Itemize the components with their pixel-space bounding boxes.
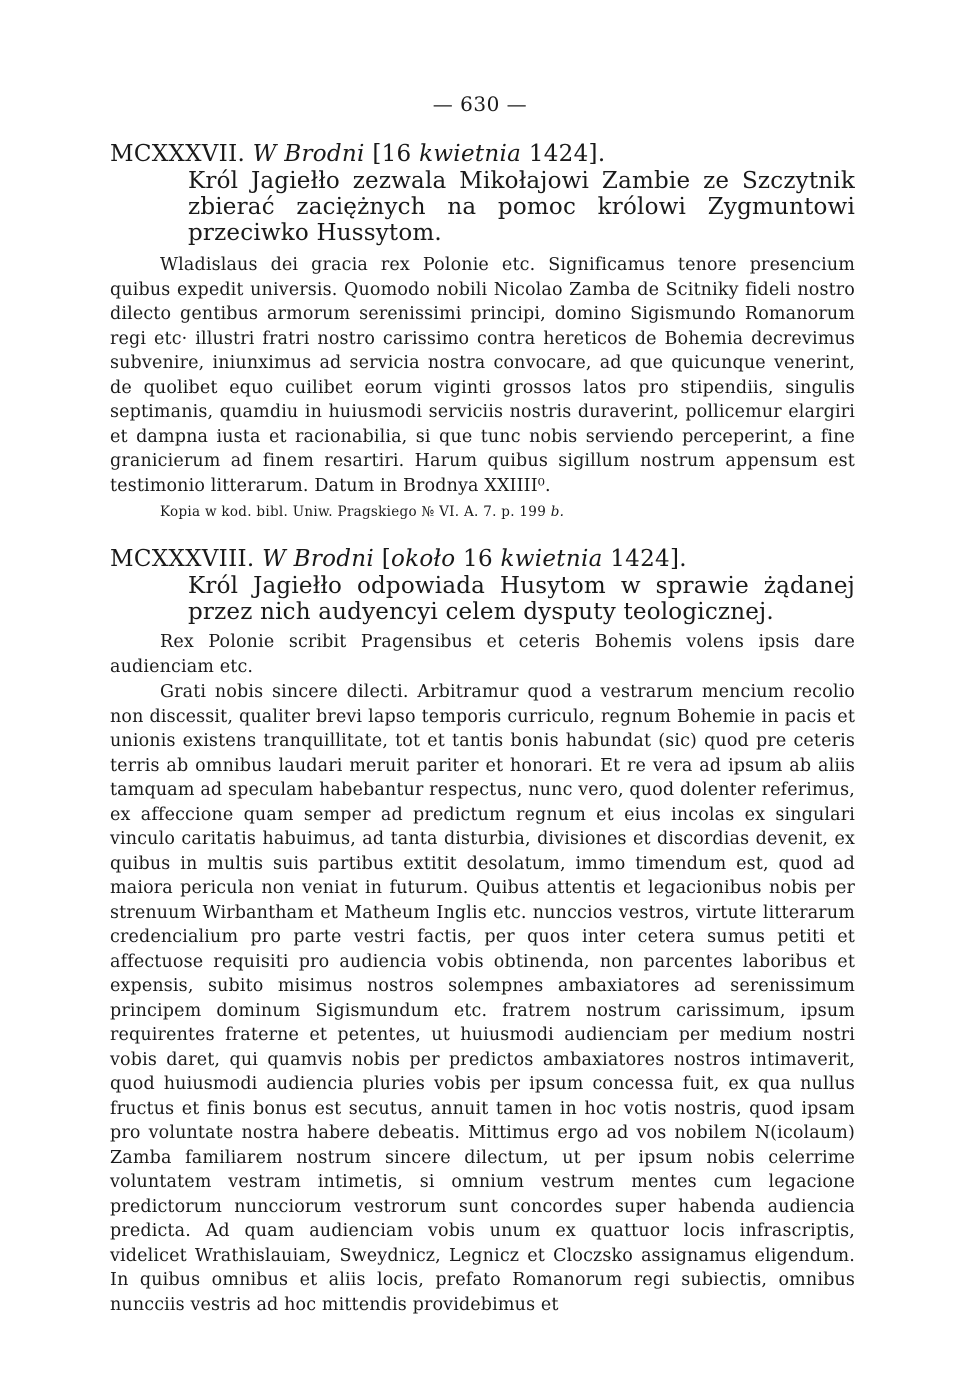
document-1-source-folio: b.	[550, 504, 565, 520]
document-1-source	[160, 503, 905, 521]
document-1-date-open: [16	[372, 141, 420, 167]
document-1-summary: Król Jagiełło zezwala Mikołajowi Zambie ze Szczytnik zbierać zaciężnych na pomoc królowi Zygmuntowi przeciwko Hussytom.	[188, 168, 855, 246]
document-2-date-close: 1424].	[602, 546, 687, 572]
document-2-date-month: kwietnia	[500, 546, 603, 572]
document-2-heading	[110, 545, 855, 625]
document-2-intro: Rex Polonie scribit Pragensibus et ceteris Bohemis volens ipsis dare audienciam etc.	[110, 632, 855, 677]
document-1-title	[110, 140, 855, 168]
page-number: — 630 —	[432, 92, 528, 116]
document-2-date-open: [	[381, 546, 391, 572]
document-1-number: MCXXXVII.	[110, 141, 246, 167]
document-1-date-close: 1424].	[521, 141, 606, 167]
document-1-date-month: kwietnia	[419, 141, 522, 167]
document-1-text: Wladislaus dei gracia rex Polonie etc. Significamus tenore presencium quibus expedit universis. Quomodo nobili Nicolao Zamba de Scitniky fideli nostro dilecto gentibus armorum serenissimi principi, domino Sigismundo Romanorum regi etc· illustri fratri nostro carissimo contra hereticos de Bohemia decrevimus subvenire, iniunximus ad servicia nostra convocare, ad que quicunque venerint, de quolibet equo cuilibet eorum viginti grossos latos pro stipendiis, singulis septimanis, quamdiu in huiusmodi serviciis nostris duraverint, pollicemur elargiri et dampna iusta et racionabilia, si que tunc nobis serviendo perceperint, a fine granicierum ad finem resartiri. Harum quibus sigillum nostrum appensum est testimonio litterarum. Datum in Brodnya XXIIII⁰.	[110, 255, 855, 496]
document-2-place: W Brodni	[262, 546, 375, 572]
document-1-source-text: Kopia w kod. bibl. Uniw. Pragskiego № VI. A. 7. p. 199	[160, 504, 551, 520]
document-2-summary: Król Jagiełło odpowiada Husytom w sprawie żądanej przez nich audyencyi celem dysputy teologicznej.	[188, 573, 855, 625]
document-2-text: Grati nobis sincere dilecti. Arbitramur quod a vestrarum mencium recolio non discessit, qualiter brevi lapso temporis curriculo, regnum Bohemie in pacis et unionis existens tranquillitate, tot et tantis bonis habundat (sic) quod pre ceteris terris ab omnibus laudari meruit pariter et honorari. Et re vera ad ipsum ab aliis tamquam ad speculam habebantur respectus, nunc vero, quod dolenter referimus, ex affeccione quam semper ad predictum regnum et eius incolas ex singulari vinculo caritatis habuimus, ad tanta disturbia, divisiones et discordias devenit, ex quibus in multis suis partibus extitit desolatum, immo timendum est, quod ad maiora pericula non veniat in futurum. Quibus attentis et legacionibus nobis per strenuum Wirbantham et Matheum Inglis etc. nunccios vestros, virtute litterarum credencialium pro parte vestri factis, per quos inter cetera sumus petiti et affectuose requisiti pro audiencia vobis obtinenda, non parcentes laboribus et expensis, subito misimus nostros solempnes ambaxiatores ad serenissimum principem dominum Sigismundum etc. fratrem nostrum carissimum, ipsum requirentes fraterne et petentes, ut huiusmodi audienciam per medium nostri vobis daret, qui quamvis nobis per predictos ambaxiatores nostros intimaverit, quod huiusmodi audiencia pluries vobis per ipsum concessa fuit, ex qua nullus fructus et finis bonus est secutus, annuit tamen in hoc votis nostris, quod ipsam pro voluntate nostra habere debeatis. Mittimus ergo ad vos nobilem N(icolaum) Zamba familiarem nostrum sincere dilectum, ut per ipsum nobis celerrime voluntatem vestram intimetis, si omnium vestrum mentes cum legacione predictorum nuncciorum vestrorum sunt concordes super habenda audiencia predicta. Ad quam audienciam vobis unum ex quattuor locis infrascriptis, videlicet Wrathislauiam, Sweydnicz, Legnicz et Cloczsko assignamus eligendum. In quibus omnibus et aliis locis, prefato Romanorum regi subiectis, omnibus nuncciis vestris ad hoc mittendis providebimus et	[110, 682, 855, 1315]
document-1-place: W Brodni	[252, 141, 365, 167]
document-2-date-day: 16	[455, 546, 501, 572]
document-2-date-approx: około	[390, 546, 456, 572]
document-1-heading	[110, 140, 855, 246]
document-2-number: MCXXXVIII.	[110, 546, 255, 572]
document-2-title	[110, 545, 855, 573]
